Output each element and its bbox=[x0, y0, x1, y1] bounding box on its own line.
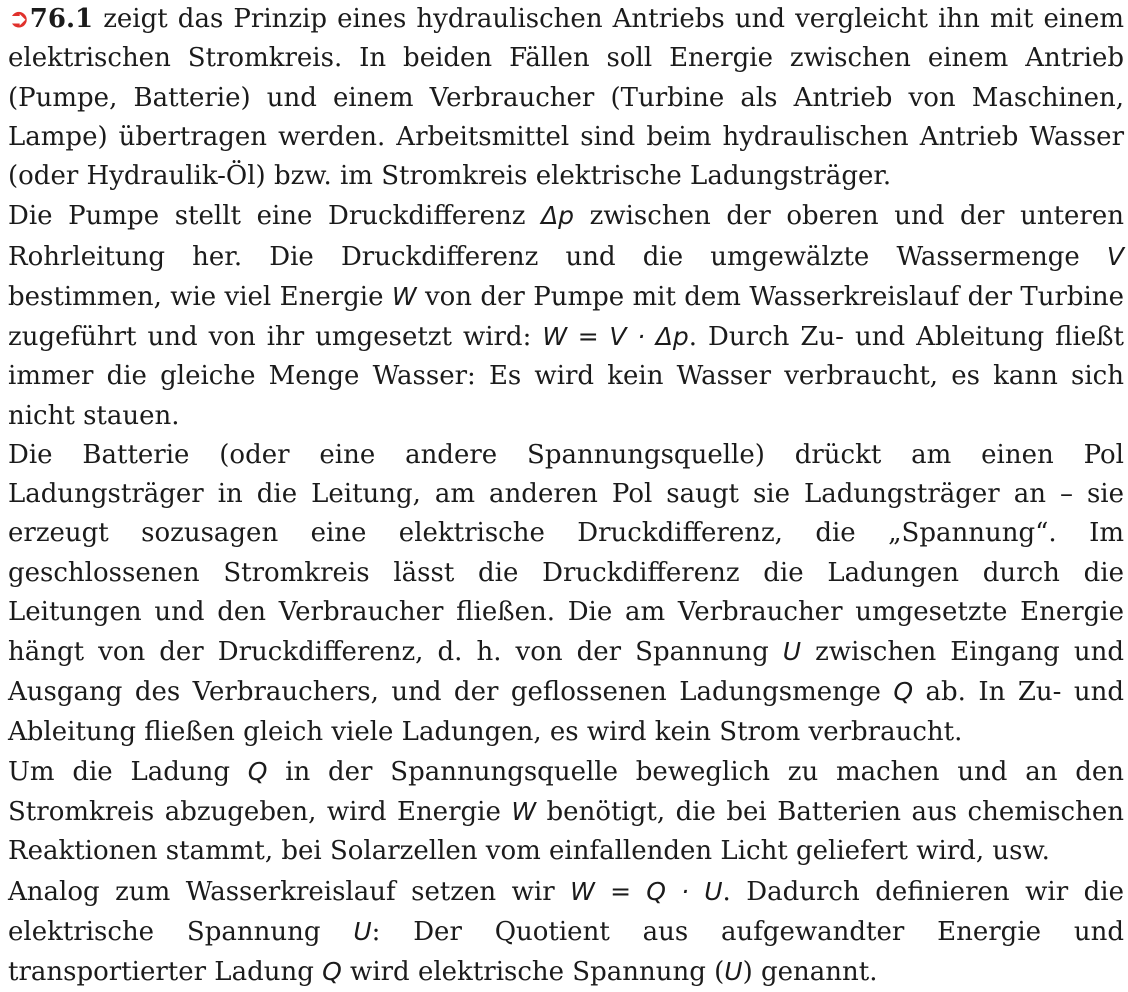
text-segment: : Der Quotient aus aufgewandter Energie und transportierter Ladung bbox=[8, 917, 1124, 987]
math-pressure-difference: Δp bbox=[541, 201, 574, 230]
text-segment: zwischen der oberen und der unteren Rohrleitung her. Die Druckdifferenz und die umgewälzte Wassermenge bbox=[8, 201, 1124, 271]
math-volume: V bbox=[1107, 242, 1124, 271]
math-charge: Q bbox=[248, 757, 268, 786]
text-segment: Die Pumpe stellt eine Druckdifferenz bbox=[8, 201, 541, 231]
math-voltage: U bbox=[353, 917, 371, 946]
text-segment: wird elektrische Spannung ( bbox=[342, 957, 725, 987]
red-arrow-circle-icon[interactable]: ➲ bbox=[8, 4, 30, 34]
paragraph-text: zeigt das Prinzip eines hydraulischen Antriebs und vergleicht ihn mit einem elektrischen Stromkreis. In beiden Fällen soll Energie zwischen einem Antrieb (Pumpe, Batterie) und einem Verbraucher (Turbine als Antrieb von Maschinen, Lampe) übertragen werden. Arbeitsmittel sind beim hydraulischen Antrieb Wasser (oder Hydraulik-Öl) bzw. im Stromkreis elektrische Ladungsträger. bbox=[8, 4, 1124, 191]
math-charge: Q bbox=[893, 677, 913, 706]
text-segment: . Dadurch definieren wir die elektrische Spannung bbox=[8, 877, 1124, 947]
math-voltage: U bbox=[724, 957, 742, 986]
text-segment: benötigt, die bei Batterien aus chemischen Reaktionen stammt, bei Solarzellen vom einfallenden Licht geliefert wird, usw. bbox=[8, 797, 1124, 866]
paragraph-charge-energy bbox=[8, 752, 1124, 872]
text-segment: bestimmen, wie viel Energie bbox=[8, 282, 392, 312]
document-body bbox=[8, 0, 1124, 992]
paragraph-battery bbox=[8, 436, 1124, 752]
text-segment: von der Pumpe mit dem Wasserkreislauf der Turbine zugeführt und von ihr umgesetzt wird: bbox=[8, 282, 1124, 352]
text-segment: Die Batterie (oder eine andere Spannungsquelle) drückt am einen Pol Ladungsträger in die Leitung, am anderen Pol saugt sie Ladungsträger an – sie erzeugt sozusagen eine elektrische Druckdifferenz, die „Spannung“. Im geschlossenen Stromkreis lässt die Druckdifferenz die Ladungen durch die Leitungen und den Verbraucher fließen. Die am Verbraucher umgesetzte Energie hängt von der Druckdifferenz, d. h. von der Spannung bbox=[8, 440, 1124, 667]
math-energy: W bbox=[392, 282, 417, 311]
text-segment: zwischen Eingang und Ausgang des Verbrauchers, und der geflossenen Ladungsmenge bbox=[8, 637, 1124, 707]
figure-reference-number[interactable]: 76.1 bbox=[30, 4, 93, 34]
math-voltage-formula: W = Q · U bbox=[570, 877, 722, 906]
math-energy-formula: W = V · Δp bbox=[542, 322, 688, 351]
math-charge: Q bbox=[322, 957, 342, 986]
paragraph-voltage-definition bbox=[8, 872, 1124, 992]
text-segment: Analog zum Wasserkreislauf setzen wir bbox=[8, 877, 570, 907]
paragraph-pump bbox=[8, 196, 1124, 436]
math-voltage: U bbox=[783, 637, 801, 666]
text-segment: Um die Ladung bbox=[8, 757, 248, 787]
paragraph-intro bbox=[8, 0, 1124, 196]
math-energy: W bbox=[511, 797, 536, 826]
text-segment: . Durch Zu- und Ableitung fließt immer die gleiche Menge Wasser: Es wird kein Wasser verbraucht, es kann sich nicht stauen. bbox=[8, 322, 1124, 431]
text-segment: ab. In Zu- und Ableitung fließen gleich viele Ladungen, es wird kein Strom verbraucht. bbox=[8, 677, 1124, 746]
text-segment: ) genannt. bbox=[743, 957, 878, 987]
text-segment: in der Spannungsquelle beweglich zu machen und an den Stromkreis abzugeben, wird Energie bbox=[8, 757, 1124, 827]
